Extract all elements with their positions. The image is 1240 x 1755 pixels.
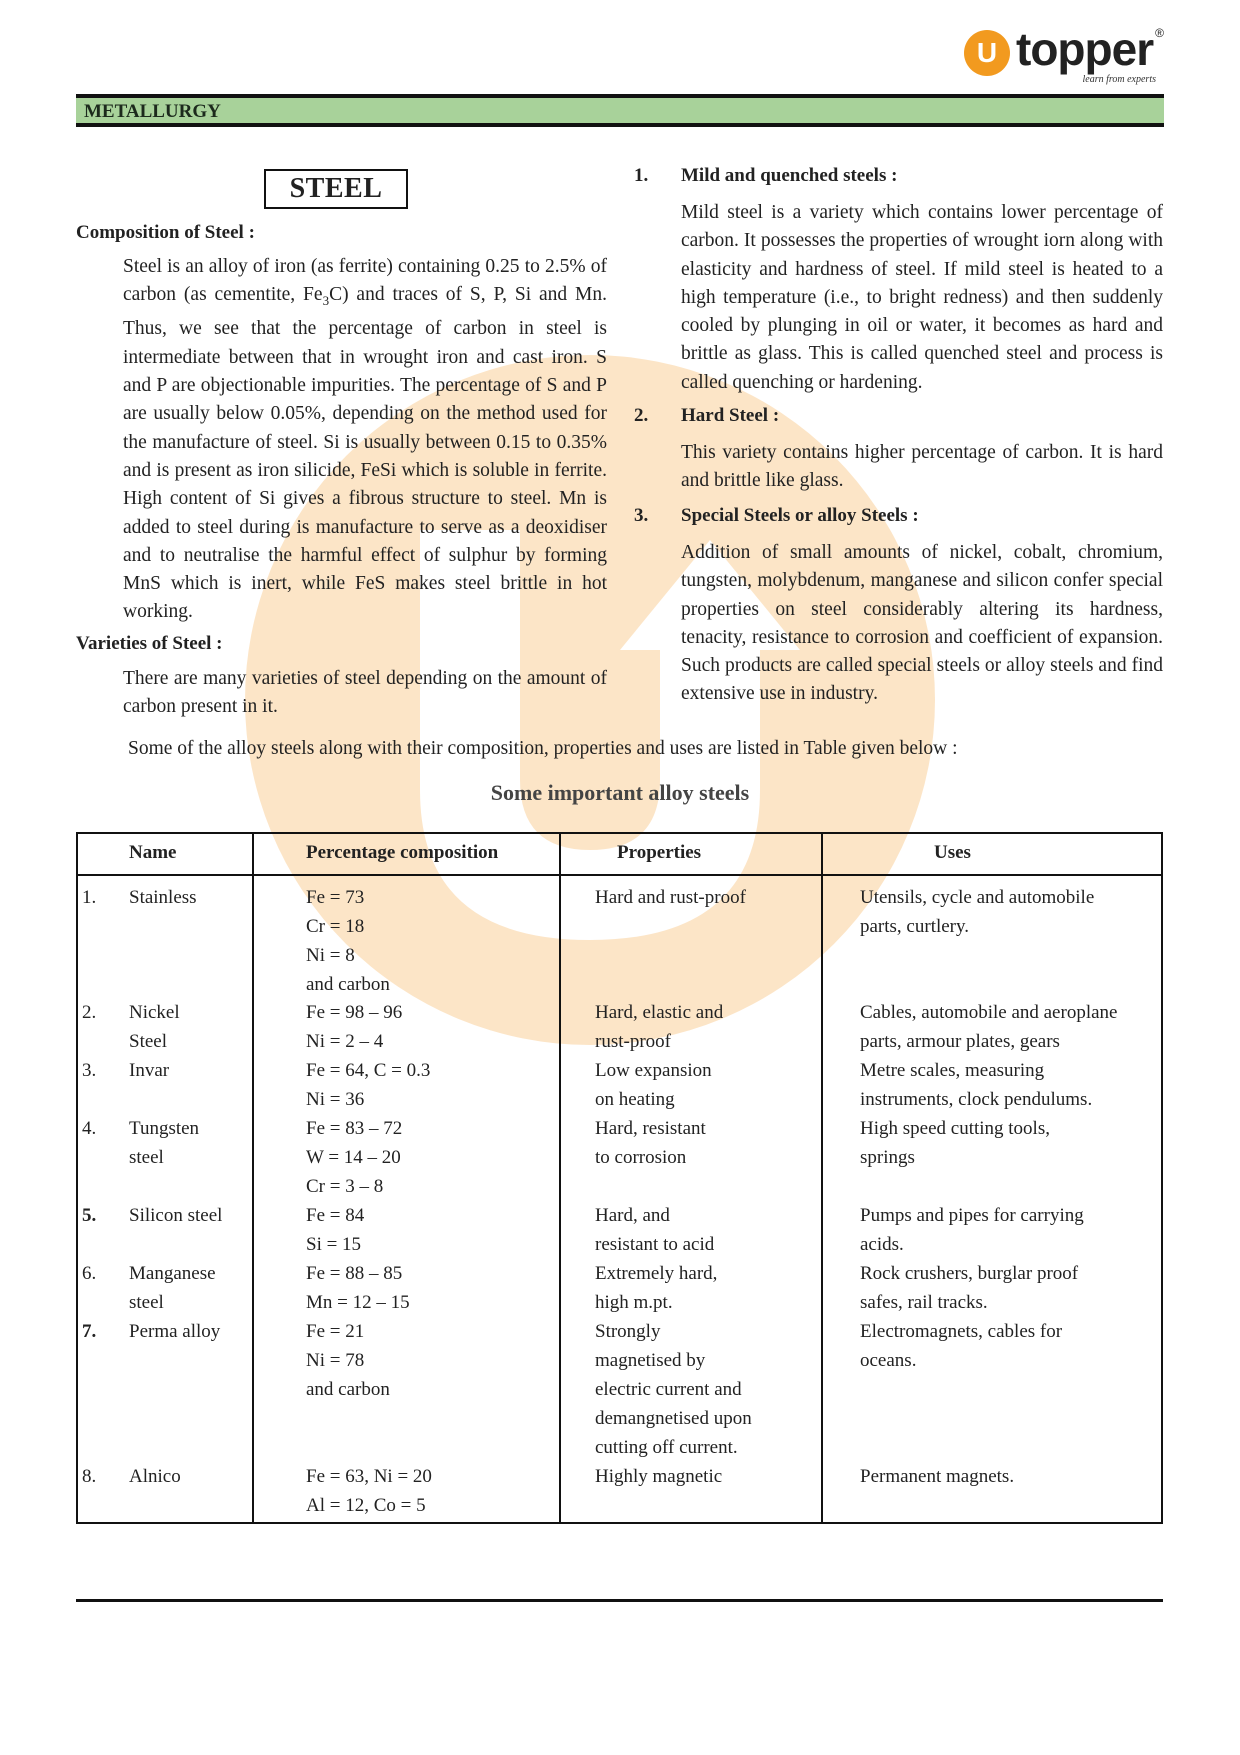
table-cell-props: on heating — [595, 1089, 675, 1110]
logo-word: topper — [1016, 23, 1154, 75]
col-header-properties: Properties — [617, 842, 702, 863]
table-cell-props: Hard, and — [595, 1205, 670, 1226]
table-cell-props: electric current and — [595, 1379, 742, 1400]
table-cell-comp: Fe = 98 – 96 — [306, 1002, 403, 1023]
table-cell-name: Perma alloy — [129, 1321, 221, 1342]
table-cell-uses: oceans. — [860, 1350, 917, 1371]
table-cell-comp: Fe = 63, Ni = 20 — [306, 1466, 432, 1487]
table-cell-comp: Cr = 18 — [306, 916, 365, 937]
section-title: METALLURGY — [84, 101, 221, 122]
hard-steel-text: This variety contains higher percentage of carbon. It is hard and brittle like glass. — [681, 442, 1163, 492]
table-cell-num: 1. — [82, 887, 97, 908]
varieties-heading: Varieties of Steel : — [76, 633, 223, 654]
table-cell-name: Invar — [129, 1060, 170, 1081]
page-title: STEEL — [264, 169, 408, 209]
table-cell-num: 7. — [82, 1321, 97, 1342]
table-cell-comp: Ni = 78 — [306, 1350, 365, 1371]
table-cell-name: Silicon steel — [129, 1205, 223, 1226]
alloy-steels-table — [76, 832, 1163, 1524]
table-cell-comp: Cr = 3 – 8 — [306, 1176, 384, 1197]
table-cell-uses: Cables, automobile and aeroplane — [860, 1002, 1118, 1023]
table-cell-uses: Permanent magnets. — [860, 1466, 1015, 1487]
table-cell-comp: Fe = 73 — [306, 887, 365, 908]
mild-steel-text: Mild steel is a variety which contains lower percentage of carbon. It possesses the properties of wrought iorn along with elasticity and hardness of steel. If mild steel is heated to a high temperature (i.e., to bright redness) and then suddenly cooled by plunging in oil or water, it becomes as hard and brittle as glass. This is called quenched steel and process is called quenching or hardening. — [681, 202, 1163, 393]
table-cell-uses: Utensils, cycle and automobile — [860, 887, 1095, 908]
table-cell-name: Manganese — [129, 1263, 216, 1284]
table-cell-props: Highly magnetic — [595, 1466, 723, 1487]
composition-heading: Composition of Steel : — [76, 222, 255, 243]
table-cell-uses: parts, armour plates, gears — [860, 1031, 1060, 1052]
table-cell-uses: springs — [860, 1147, 915, 1168]
table-cell-comp: Fe = 88 – 85 — [306, 1263, 403, 1284]
table-cell-comp: and carbon — [306, 974, 390, 995]
table-cell-uses: parts, curtlery. — [860, 916, 970, 937]
table-cell-comp: Al = 12, Co = 5 — [306, 1495, 426, 1516]
table-cell-uses: instruments, clock pendulums. — [860, 1089, 1093, 1110]
table-cell-num: 6. — [82, 1263, 97, 1284]
table-cell-props: high m.pt. — [595, 1292, 673, 1313]
table-cell-uses: acids. — [860, 1234, 904, 1255]
table-cell-props: Extremely hard, — [595, 1263, 718, 1284]
table-cell-props: Strongly — [595, 1321, 661, 1342]
table-cell-comp: Si = 15 — [306, 1234, 362, 1255]
table-cell-name: Stainless — [129, 887, 197, 908]
topper-logo — [964, 22, 1164, 84]
table-cell-comp: and carbon — [306, 1379, 390, 1400]
table-cell-uses: Pumps and pipes for carrying — [860, 1205, 1084, 1226]
logo-tagline: learn from experts — [1082, 74, 1156, 85]
registered-mark: ® — [1155, 26, 1164, 40]
table-cell-name: Alnico — [129, 1466, 181, 1487]
table-cell-comp: Fe = 64, C = 0.3 — [306, 1060, 431, 1081]
item-number: 3. — [634, 505, 649, 526]
col-header-composition: Percentage composition — [306, 842, 499, 863]
varieties-text: There are many varieties of steel depending on the amount of carbon present in it. — [123, 668, 607, 718]
table-cell-props: magnetised by — [595, 1350, 706, 1371]
table-cell-comp: W = 14 – 20 — [306, 1147, 401, 1168]
table-cell-comp: Ni = 2 – 4 — [306, 1031, 384, 1052]
mild-steel-heading: Mild and quenched steels : — [681, 165, 898, 186]
table-cell-uses: Metre scales, measuring — [860, 1060, 1045, 1081]
table-cell-props: Hard, resistant — [595, 1118, 706, 1139]
table-cell-name: Nickel — [129, 1002, 180, 1023]
table-cell-props: to corrosion — [595, 1147, 687, 1168]
table-cell-num: 4. — [82, 1118, 97, 1139]
table-cell-comp: Ni = 8 — [306, 945, 355, 966]
table-cell-uses: High speed cutting tools, — [860, 1118, 1050, 1139]
table-cell-name: Steel — [129, 1031, 167, 1052]
item-number: 1. — [634, 165, 649, 186]
special-steel-text: Addition of small amounts of nickel, cobalt, chromium, tungsten, molybdenum, manganese and silicon confer special properties on steel considerably altering its hardness, tenacity, resistance to corrosion and coefficient of expansion. Such products are called special steels or alloy steels and find extensive use in industry. — [681, 542, 1163, 705]
table-title: Some important alloy steels — [490, 780, 750, 805]
table-intro: Some of the alloy steels along with their composition, properties and uses are listed in Table given below : — [128, 738, 958, 759]
table-cell-name: Tungsten — [129, 1118, 200, 1139]
table-cell-uses: safes, rail tracks. — [860, 1292, 988, 1313]
table-cell-comp: Fe = 84 — [306, 1205, 365, 1226]
table-cell-props: Hard, elastic and — [595, 1002, 724, 1023]
table-cell-comp: Ni = 36 — [306, 1089, 365, 1110]
col-header-uses: Uses — [934, 842, 971, 863]
footer-rule — [76, 1599, 1163, 1602]
table-cell-props: Low expansion — [595, 1060, 712, 1081]
table-cell-num: 3. — [82, 1060, 97, 1081]
table-cell-uses: Electromagnets, cables for — [860, 1321, 1063, 1342]
col-header-name: Name — [129, 842, 177, 863]
table-cell-props: rust-proof — [595, 1031, 671, 1052]
table-cell-num: 2. — [82, 1002, 97, 1023]
table-cell-num: 5. — [82, 1205, 97, 1226]
table-cell-props: resistant to acid — [595, 1234, 715, 1255]
table-cell-name: steel — [129, 1292, 164, 1313]
special-steel-heading: Special Steels or alloy Steels : — [681, 505, 919, 526]
table-cell-props: Hard and rust-proof — [595, 887, 746, 908]
table-cell-name: steel — [129, 1147, 164, 1168]
table-cell-props: cutting off current. — [595, 1437, 738, 1458]
composition-text: Steel is an alloy of iron (as ferrite) containing 0.25 to 2.5% of carbon (as cementite, $Fe_3C$) and traces of S, P, Si and Mn. Thus, we see that the percentage of carbon in steel is intermediate between that in wrought iron and cast iron. S and P are objectionable impurities. The percentage of S and P are usually below 0.05%, depending on the method used for the manufacture of steel. Si is usually between 0.15 to 0.35% and is present as iron silicide, FeSi which is soluble in ferrite. High content of Si gives a fibrous structure to steel. Mn is added to steel during is manufacture to serve as a deoxidiser and to neutralise the harmful effect of sulphur by forming MnS which is inert, while FeS makes steel brittle in hot working. — [123, 256, 607, 623]
hard-steel-heading: Hard Steel : — [681, 405, 780, 426]
logo-mark: U — [964, 30, 1010, 76]
table-cell-comp: Fe = 83 – 72 — [306, 1118, 403, 1139]
table-cell-comp: Mn = 12 – 15 — [306, 1292, 410, 1313]
section-header-bar — [76, 94, 1164, 127]
item-number: 2. — [634, 405, 649, 426]
table-cell-num: 8. — [82, 1466, 97, 1487]
table-cell-props: demangnetised upon — [595, 1408, 752, 1429]
table-cell-uses: Rock crushers, burglar proof — [860, 1263, 1079, 1284]
table-cell-comp: Fe = 21 — [306, 1321, 365, 1342]
